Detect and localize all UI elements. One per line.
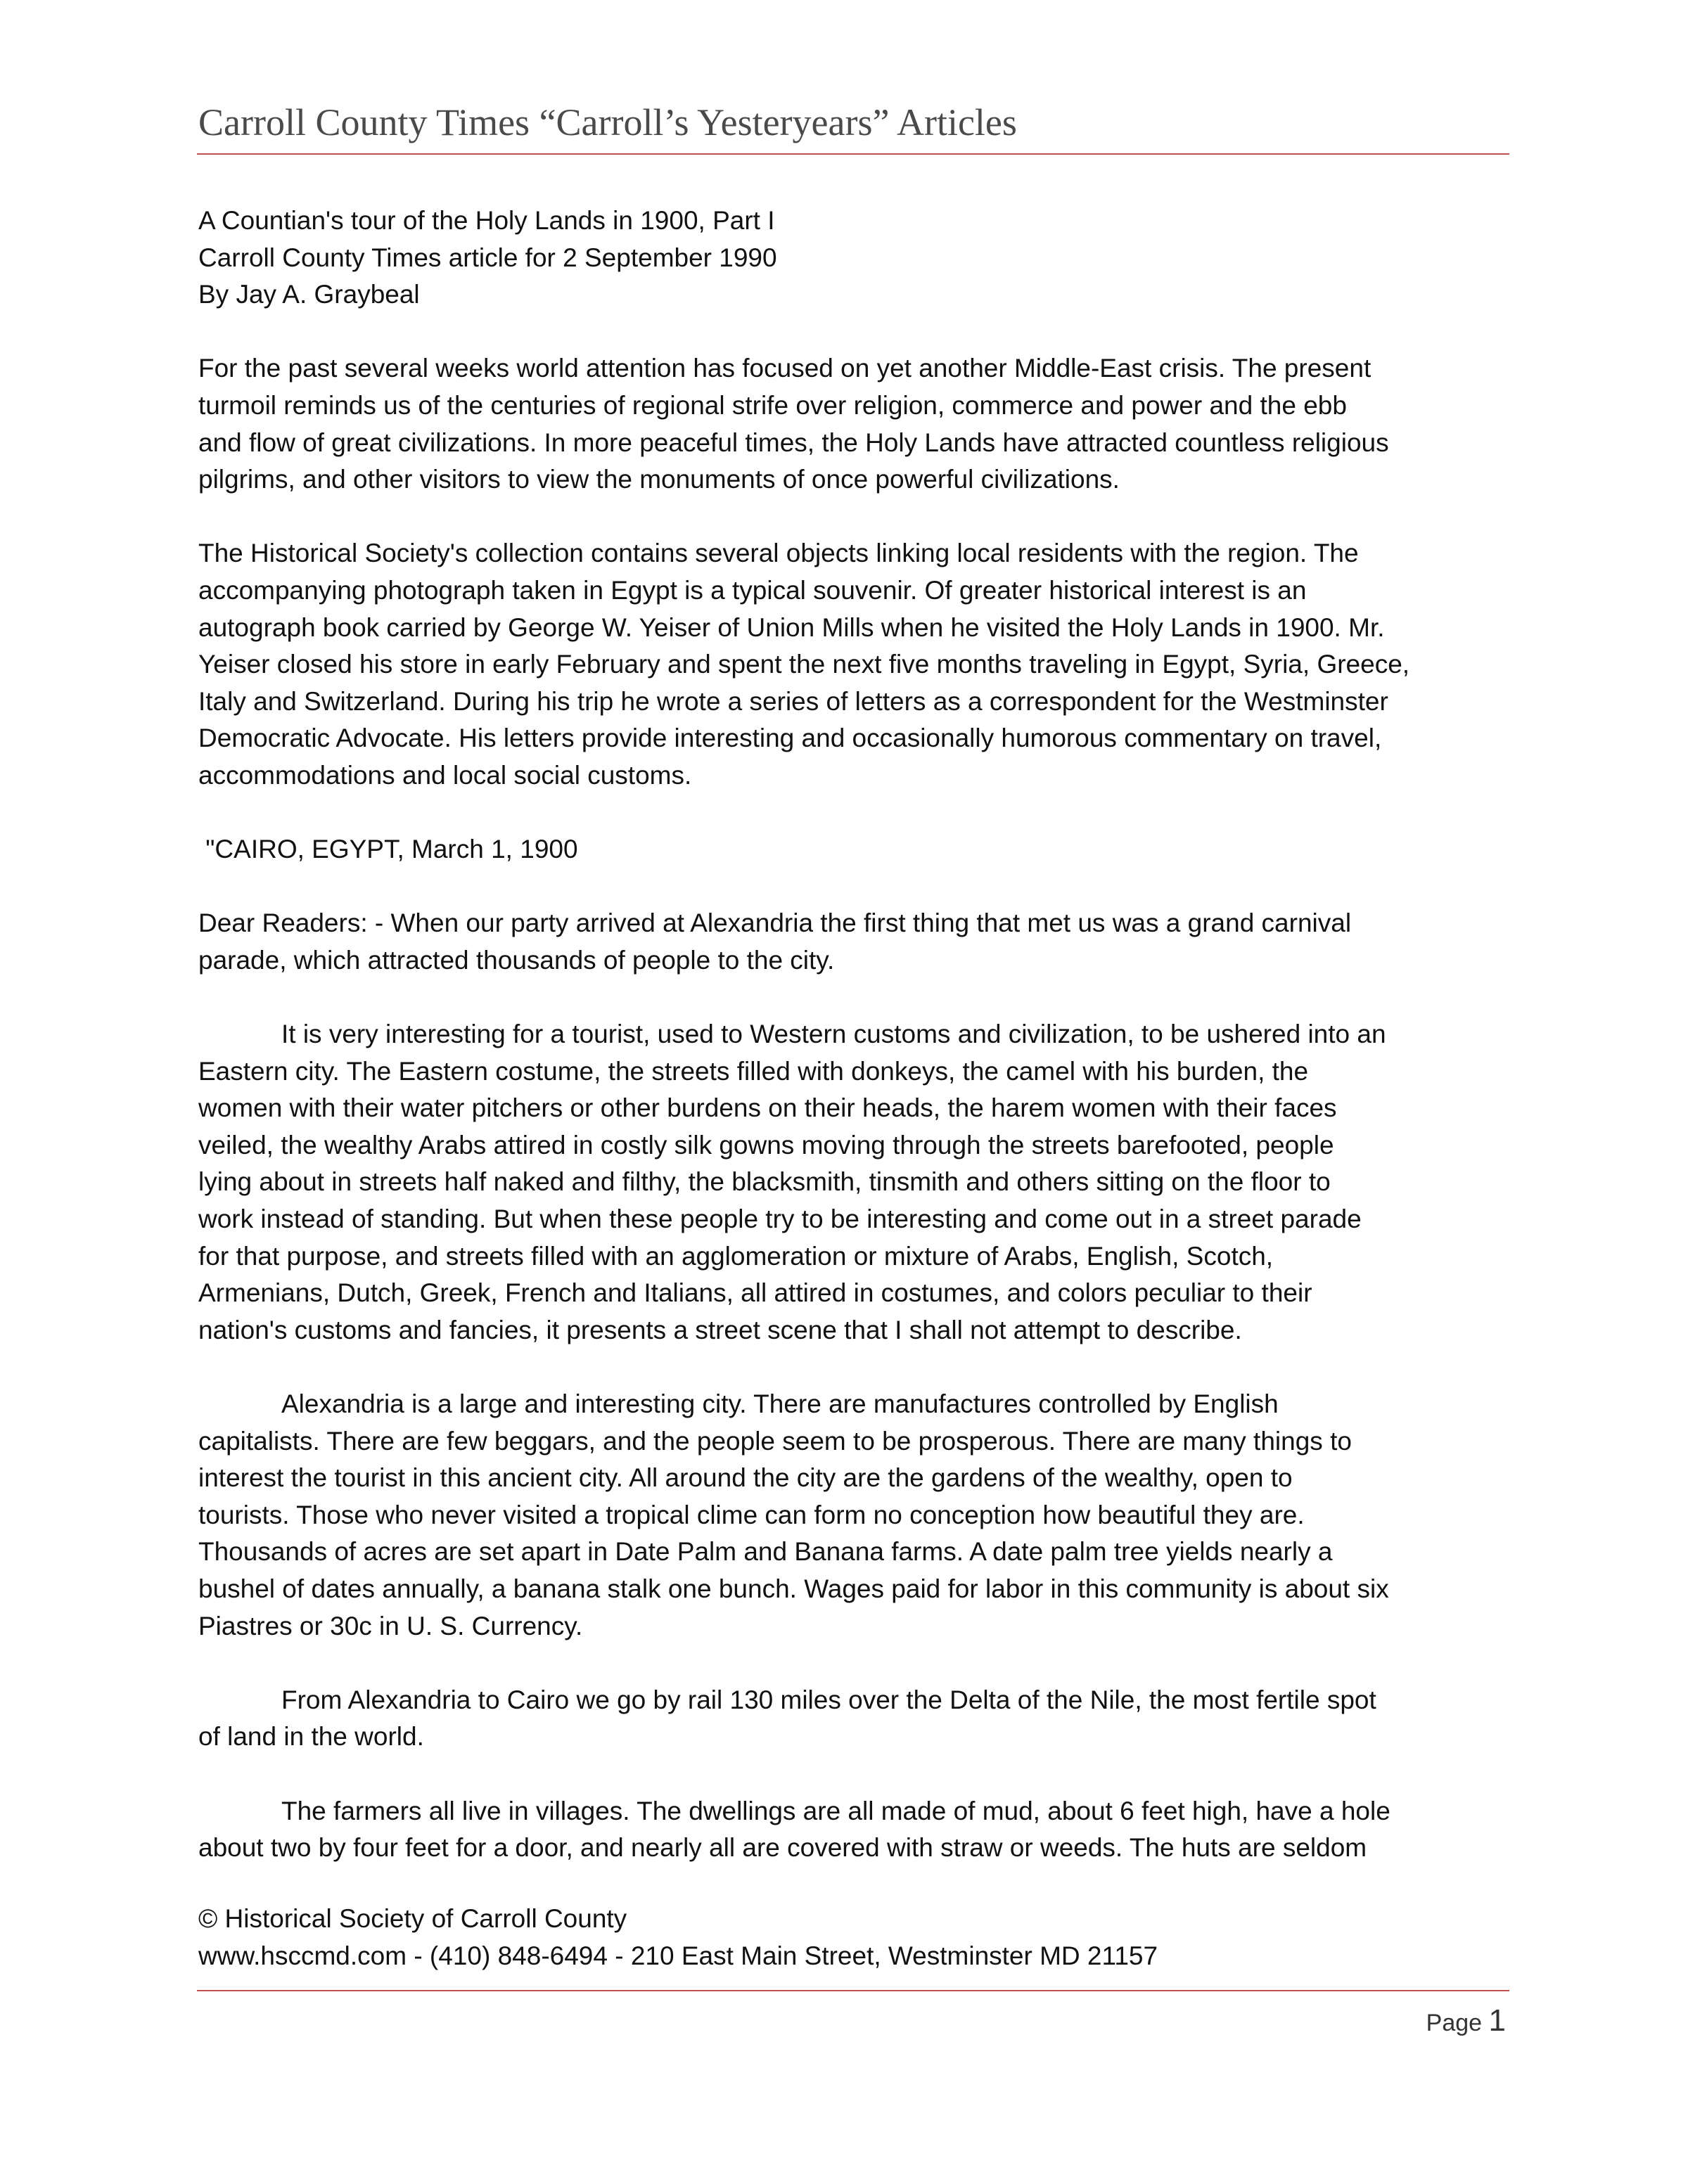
page-number-label	[1426, 2003, 1506, 2041]
text-line: Yeiser closed his store in early February and spent the next five months traveling in Egypt, Syria, Greece,	[198, 650, 1410, 679]
footer-copyright: © Historical Society of Carroll County	[198, 1904, 627, 1933]
text-line: Eastern city. The Eastern costume, the streets filled with donkeys, the camel with his burden, the	[198, 1056, 1309, 1086]
text-line: From Alexandria to Cairo we go by rail 130 miles over the Delta of the Nile, the most fertile spot	[281, 1685, 1376, 1714]
article-title: A Countian's tour of the Holy Lands in 1900, Part I	[198, 206, 775, 235]
page-number: 1	[1488, 2003, 1506, 2038]
article-body	[198, 203, 1507, 1867]
text-line: The farmers all live in villages. The dwellings are all made of mud, about 6 feet high, have a hole	[281, 1796, 1390, 1825]
paragraph-6	[198, 1682, 1507, 1756]
text-line: women with their water pitchers or other burdens on their heads, the harem women with their faces	[198, 1093, 1337, 1123]
text-line: capitalists. There are few beggars, and the people seem to be prosperous. There are many things to	[198, 1426, 1352, 1456]
text-line: For the past several weeks world attention has focused on yet another Middle-East crisis. The present	[198, 354, 1372, 383]
text-line: about two by four feet for a door, and nearly all are covered with straw or weeds. The huts are seldom	[198, 1833, 1367, 1863]
running-header-title: Carroll County Times “Carroll’s Yesteryears” Articles	[198, 101, 1017, 143]
text-line: The Historical Society's collection contains several objects linking local residents with the region. The	[198, 539, 1359, 568]
page-label: Page	[1426, 2010, 1483, 2036]
letter-dateline: "CAIRO, EGYPT, March 1, 1900	[198, 835, 578, 864]
header-rule	[197, 153, 1509, 155]
text-line: of land in the world.	[198, 1722, 424, 1752]
paragraph-4	[198, 1016, 1507, 1349]
paragraph-5	[198, 1386, 1507, 1645]
text-line: for that purpose, and streets filled with an agglomeration or mixture of Arabs, English, Scotch,	[198, 1241, 1274, 1271]
text-line: Thousands of acres are set apart in Date Palm and Banana farms. A date palm tree yields nearly a	[198, 1537, 1333, 1567]
text-line: and flow of great civilizations. In more peaceful times, the Holy Lands have attracted countless religious	[198, 428, 1389, 457]
text-line: It is very interesting for a tourist, used to Western customs and civilization, to be ushered into an	[281, 1020, 1386, 1049]
text-line: Piastres or 30c in U. S. Currency.	[198, 1611, 583, 1640]
paragraph-2	[198, 535, 1507, 794]
text-line: Democratic Advocate. His letters provide interesting and occasionally humorous commentary on travel,	[198, 724, 1382, 753]
text-line: accompanying photograph taken in Egypt is a typical souvenir. Of greater historical interest is an	[198, 575, 1307, 605]
text-line: accommodations and local social customs.	[198, 760, 692, 790]
text-line: Armenians, Dutch, Greek, French and Italians, all attired in costumes, and colors peculiar to their	[198, 1278, 1312, 1308]
article-source: Carroll County Times article for 2 September 1990	[198, 243, 777, 272]
text-line: autograph book carried by George W. Yeiser of Union Mills when he visited the Holy Lands in 1900. Mr.	[198, 612, 1385, 642]
text-line: Dear Readers: - When our party arrived at Alexandria the first thing that met us was a grand carnival	[198, 908, 1352, 938]
paragraph-7	[198, 1793, 1507, 1867]
text-line: parade, which attracted thousands of people to the city.	[198, 945, 835, 975]
text-line: lying about in streets half naked and filthy, the blacksmith, tinsmith and others sitting on the floor to	[198, 1167, 1331, 1197]
text-line: interest the tourist in this ancient city. All around the city are the gardens of the wealthy, open to	[198, 1463, 1293, 1493]
paragraph-1	[198, 350, 1507, 498]
footer-rule	[197, 1990, 1509, 1991]
text-line: nation's customs and fancies, it presents a street scene that I shall not attempt to describe.	[198, 1315, 1242, 1344]
text-line: Alexandria is a large and interesting city. There are manufactures controlled by English	[281, 1389, 1279, 1418]
text-line: Italy and Switzerland. During his trip he wrote a series of letters as a correspondent for the Westminster	[198, 686, 1388, 716]
article-author: By Jay A. Graybeal	[198, 280, 420, 309]
text-line: turmoil reminds us of the centuries of regional strife over religion, commerce and power and the ebb	[198, 390, 1347, 420]
text-line: tourists. Those who never visited a tropical clime can form no conception how beautiful they are.	[198, 1500, 1305, 1529]
text-line: veiled, the wealthy Arabs attired in costly silk gowns moving through the streets barefooted, people	[198, 1130, 1334, 1160]
paragraph-3	[198, 905, 1507, 979]
text-line: pilgrims, and other visitors to view the monuments of once powerful civilizations.	[198, 465, 1120, 494]
page-footer	[198, 1900, 1507, 1974]
footer-contact: www.hsccmd.com - (410) 848-6494 - 210 East Main Street, Westminster MD 21157	[198, 1941, 1158, 1970]
text-line: work instead of standing. But when these people try to be interesting and come out in a street parade	[198, 1205, 1362, 1234]
text-line: bushel of dates annually, a banana stalk one bunch. Wages paid for labor in this community is about six	[198, 1574, 1389, 1603]
